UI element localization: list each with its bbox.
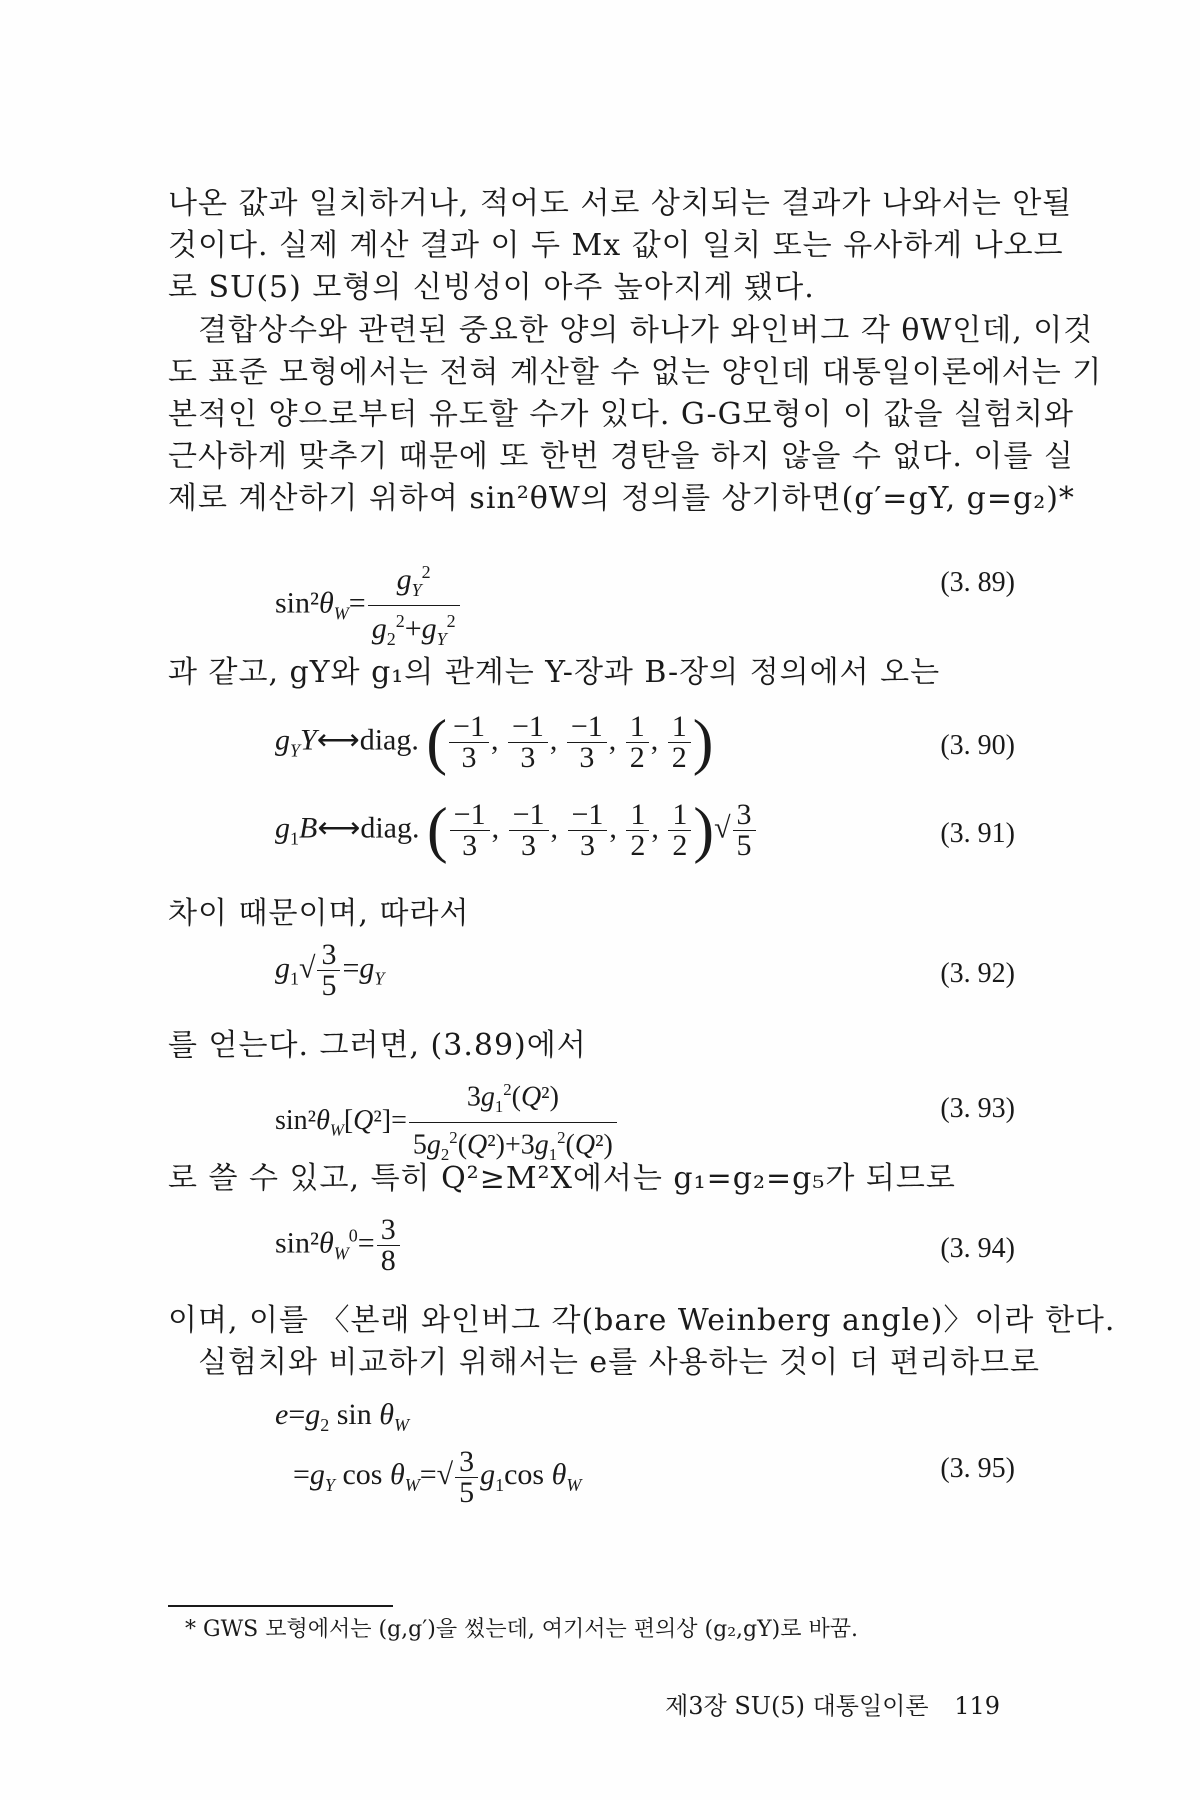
page-number: 119 bbox=[954, 1692, 1000, 1720]
equation-number: (3. 89) bbox=[940, 567, 1015, 598]
text-line: 실험치와 비교하기 위해서는 e를 사용하는 것이 더 편리하므로 bbox=[198, 1345, 1041, 1380]
chapter-title: 제3장 SU(5) 대통일이론 bbox=[665, 1692, 929, 1720]
paragraph-4 bbox=[168, 893, 1028, 935]
equation-body: $g_YY⟷diag$. ( $\frac{-1}{3}$ , $\frac{-1}{3}$ , $\frac{-1}{3}$ , $\frac{1}{2}$ , $\frac{1}{2}$ ) bbox=[275, 708, 714, 777]
equation-3-91 bbox=[275, 796, 1015, 870]
equation-body: $\sin^2\theta_W^0=$ $\frac{3}{8}$ bbox=[275, 1215, 402, 1276]
equation-body: $\sin^2\theta_W[Q^2]=$ $\frac{3g_1^2(Q^2)}{5g_2^2(Q^2)+3g_1^2(Q^2)}$ bbox=[275, 1075, 619, 1170]
equation-3-89 bbox=[275, 557, 1015, 649]
equation-body: $g_1√$ $\frac{3}{5}$ $=g_Y$ bbox=[275, 938, 385, 1002]
paragraph-3 bbox=[168, 652, 1028, 694]
text-line: 과 같고, gY와 g₁의 관계는 Y-장과 B-장의 정의에서 오는 bbox=[168, 655, 941, 690]
paragraph-5 bbox=[168, 1025, 1028, 1067]
equation-3-93 bbox=[275, 1075, 1015, 1164]
equation-3-90 bbox=[275, 708, 1015, 782]
equation-3-95 bbox=[275, 1395, 1015, 1515]
equation-number: (3. 91) bbox=[940, 818, 1015, 849]
paragraph-1 bbox=[168, 183, 1073, 309]
text-line: 본적인 양으로부터 유도할 수가 있다. G-G모형이 이 값을 실험치와 bbox=[168, 397, 1074, 432]
equation-number: (3. 92) bbox=[940, 958, 1015, 989]
text-line: 나온 값과 일치하거나, 적어도 서로 상치되는 결과가 나와서는 안될 bbox=[168, 186, 1073, 221]
text-line: 차이 때문이며, 따라서 bbox=[168, 896, 470, 931]
paragraph-2 bbox=[168, 310, 1103, 520]
equation-number: (3. 93) bbox=[940, 1093, 1015, 1124]
text-line: 결합상수와 관련된 중요한 양의 하나가 와인버그 각 θW인데, 이것 bbox=[198, 313, 1094, 348]
text-line: 것이다. 실제 계산 결과 이 두 Mx 값이 일치 또는 유사하게 나오므 bbox=[168, 228, 1064, 263]
equation-body: $g_1B⟷diag$. ( $\frac{-1}{3}$ , $\frac{-1}{3}$ , $\frac{-1}{3}$ , $\frac{1}{2}$ , $\frac{1}{2}$ )√ $\frac{3}{5}$ bbox=[275, 800, 758, 861]
text-line: 로 SU(5) 모형의 신빙성이 아주 높아지게 됐다. bbox=[168, 270, 815, 305]
equation-3-92 bbox=[275, 940, 1015, 1010]
diag-label: diag. bbox=[359, 723, 419, 757]
text-line: 이며, 이를 〈본래 와인버그 각(bare Weinberg angle)〉이라 한다. bbox=[168, 1303, 1116, 1338]
footnote-rule bbox=[168, 1605, 393, 1607]
text-line: 로 쓸 수 있고, 특히 Q²≥M²X에서는 g₁=g₂=g₅가 되므로 bbox=[168, 1161, 956, 1196]
equation-number: (3. 94) bbox=[940, 1233, 1015, 1264]
equation-3-94 bbox=[275, 1215, 1015, 1285]
equation-body: $\sin^2\theta_W=$ $\frac{g_Y^2}{g_2^2+g_Y^2}$ bbox=[275, 557, 462, 654]
text-line: 근사하게 맞추기 때문에 또 한번 경탄을 하지 않을 수 없다. 이를 실 bbox=[168, 439, 1074, 474]
text-line: 를 얻는다. 그러면, (3.89)에서 bbox=[168, 1028, 587, 1063]
running-footer bbox=[665, 1686, 1000, 1721]
text-line: 도 표준 모형에서는 전혀 계산할 수 없는 양인데 대통일이론에서는 기 bbox=[168, 355, 1103, 390]
text-line: 제로 계산하기 위하여 sin²θW의 정의를 상기하면(g′=gY, g=g₂)* bbox=[168, 481, 1075, 516]
footnote: * GWS 모형에서는 (g,g′)을 썼는데, 여기서는 편의상 (g₂,gY)로 바꿈. bbox=[185, 1617, 858, 1642]
equation-number: (3. 95) bbox=[940, 1453, 1015, 1484]
equation-number: (3. 90) bbox=[940, 730, 1015, 761]
paragraph-6 bbox=[168, 1158, 1028, 1200]
paragraph-7 bbox=[168, 1300, 1116, 1384]
equation-body: $e=g_2$ $\sin \theta_W$ $=g_Y$ $\cos \theta_W=√$ $\frac{3}{5}$ $g_1\cos$ $\theta_W$ bbox=[275, 1398, 582, 1509]
diag-label: diag. bbox=[360, 811, 420, 845]
